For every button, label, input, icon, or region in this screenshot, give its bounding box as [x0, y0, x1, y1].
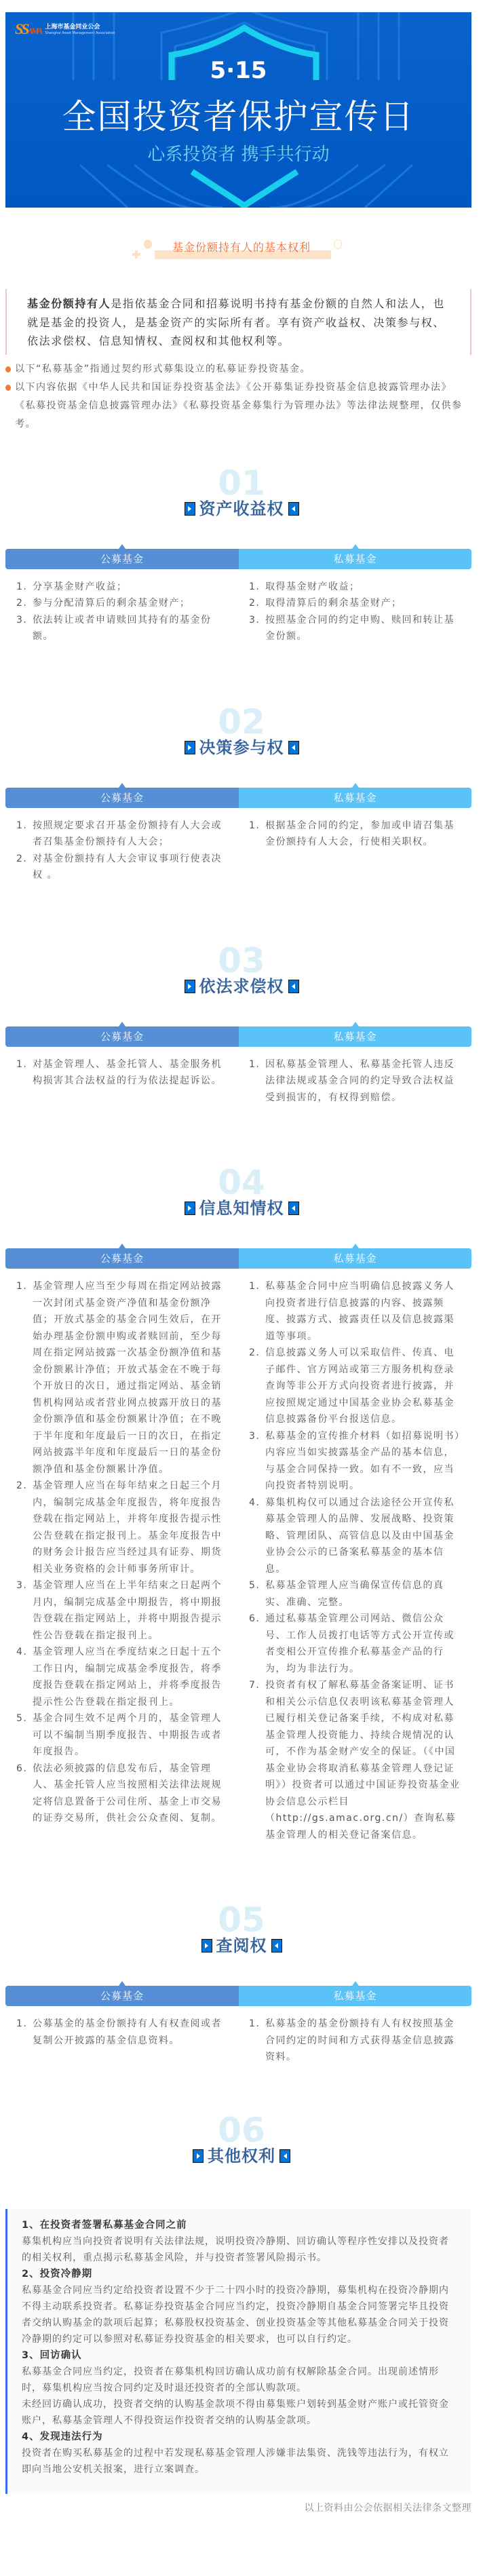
fund-columns [5, 579, 471, 645]
section-number: 03 [218, 944, 265, 976]
item-number: 1. [16, 581, 28, 592]
list-item [249, 1345, 461, 1428]
item-number: 2. [16, 853, 28, 864]
right-section-other [0, 2115, 483, 2166]
fund-type-headers [5, 1248, 471, 1269]
list-item [249, 1278, 461, 1345]
item-number: 1. [249, 581, 260, 592]
list-item [16, 1278, 228, 1478]
other-right-heading: 3、回访确认 [22, 2349, 82, 2361]
banner-subtitle: 心系投资者 携手共行动 [147, 145, 330, 165]
note-item: 以下“私募基金”指通过契约形式募集设立的私募证券投资基金。 [5, 360, 467, 379]
section-number: 01 [218, 467, 265, 499]
list-item [249, 1495, 461, 1578]
item-number: 6. [249, 1613, 260, 1624]
item-number: 4. [249, 1497, 260, 1508]
list-item [16, 1478, 228, 1577]
public-fund-header: 公募基金 [5, 1248, 239, 1269]
right-title [0, 1198, 483, 1218]
item-number: 7. [249, 1680, 260, 1691]
item-text: 基金管理人应当至少每周在指定网站披露一次封闭式基金资产净值和基金份额净值；开放式基金的基金合同生效后，在开始办理基金份额申购或者赎回前，至少每周在指定网站披露一次基金份额净值和基金份额累计净值；开放式基金在不晚于每个开放日的次日，通过指定网站、基金销售机构网站或者营业网点披露开放日的基金份额净值和基金份额累计净值；在不晚于半年度和年度最后一日的次日，在指定网站披露半年度和年度最后一日的基金份额净值和基金份额累计净值。 [33, 1281, 222, 1475]
list-item [16, 1710, 228, 1761]
list-item [16, 595, 228, 612]
item-number: 1. [16, 820, 28, 831]
private-fund-list [239, 1056, 471, 1107]
public-fund-header: 公募基金 [5, 1986, 239, 2006]
public-fund-list [5, 1278, 239, 1843]
item-text: 依法转让或者申请赎回其持有的基金份额。 [33, 614, 212, 642]
list-item [249, 595, 461, 612]
item-text: 分享基金财产收益； [33, 581, 128, 592]
item-number: 3. [16, 614, 28, 626]
item-text: 私募基金合同中应当明确信息披露义务人向投资者进行信息披露的内容、披露频度、披露方式、披露责任以及信息披露渠道等事项。 [265, 1281, 455, 1342]
intro-box [5, 289, 471, 355]
fund-type-headers [5, 1026, 471, 1047]
logo-mark: SSAMA [15, 20, 41, 37]
item-number: 4. [16, 1647, 28, 1657]
private-fund-list [239, 1278, 471, 1843]
item-text: 按照规定要求召开基金份额持有人大会或者召集基金份额持有人大会； [33, 820, 222, 847]
section-number: 02 [218, 706, 265, 737]
content [0, 231, 483, 2516]
rights-list [0, 467, 483, 2066]
fund-columns [5, 1278, 471, 1843]
other-right-heading: 2、投资冷静期 [22, 2268, 93, 2280]
item-text: 公募基金的基金份额持有人有权查阅或者复制公开披露的基金信息资料。 [33, 2018, 222, 2046]
item-text: 募集机构仅可以通过合法途径公开宣传私募基金管理人的品牌、发展战略、投资策略、管理团队、高管信息以及由中国基金业协会公示的已备案私募基金的基本信息。 [265, 1497, 455, 1575]
list-item [16, 1644, 228, 1710]
fund-type-headers [5, 788, 471, 808]
other-right-paragraph: 未经回访确认成功，投资者交纳的认购基金款项不得由募集账户划转到基金财产账户或托管资金账户，私募基金管理人不得投资运作投资者交纳的认购基金款项。 [22, 2398, 449, 2426]
fund-type-headers [5, 549, 471, 569]
item-text: 基金合同生效不足两个月的，基金管理人可以不编制当期季度报告、中期报告或者年度报告。 [33, 1713, 222, 1757]
arrow-left-icon [271, 1939, 282, 1953]
section-number: 04 [218, 1167, 265, 1198]
item-text: 依法必须披露的信息发布后，基金管理人、基金托管人应当按照相关法律法规规定将信息置备于公司住所、基金上市交易的证券交易所，供社会公众查阅、复制。 [33, 1763, 222, 1824]
item-text: 私募基金的宣传推介材料（如招募说明书）内容应当如实披露基金产品的基本信息，与基金合同保持一致。如有不一致，应当向投资者特别说明。 [265, 1430, 461, 1491]
list-item [249, 1611, 461, 1677]
item-number: 3. [249, 1430, 260, 1442]
arrow-right-icon [193, 2149, 204, 2163]
right-title [0, 499, 483, 519]
item-number: 1. [16, 2018, 28, 2029]
logo-name-en: Shanghai Asset Management Association [45, 31, 115, 35]
private-fund-list [239, 2016, 471, 2066]
other-right-paragraph: 投资者在购买私募基金的过程中若发现私募基金管理人涉嫌非法集资、洗钱等违法行为，有权立即向当地公安机关报案，进行立案调查。 [22, 2447, 449, 2475]
item-number: 3. [249, 614, 260, 626]
item-text: 取得基金财产收益； [265, 581, 360, 592]
item-number: 2. [16, 1480, 28, 1491]
arrow-left-icon [288, 980, 299, 993]
item-number: 1. [249, 820, 260, 831]
public-fund-header: 公募基金 [5, 788, 239, 808]
other-right-heading: 4、发现违法行为 [22, 2431, 103, 2442]
item-number: 5. [249, 1580, 260, 1591]
item-number: 2. [249, 598, 260, 609]
list-item [16, 2016, 228, 2049]
list-item [16, 1761, 228, 1827]
public-fund-list [5, 579, 239, 645]
item-text: 对基金管理人、基金托管人、基金服务机构损害其合法权益的行为依法提起诉讼。 [33, 1058, 222, 1086]
logo [15, 20, 115, 38]
right-section [0, 945, 483, 1107]
fund-columns [5, 818, 471, 884]
intro-text: 是指依基金合同和招募说明书持有基金份额的自然人和法人，也就是基金的投资人，是基金资产的实际所有者。享有资产收益权、决策参与权、依法求偿权、信息知情权、查阅权和其他权利等。 [27, 297, 446, 347]
list-item [249, 1677, 461, 1843]
item-text: 信息披露义务人可以采取信件、传真、电子邮件、官方网站或第三方服务机构登录查询等非公开方式向投资者进行披露，并应按照规定通过中国基金业协会私募基金信息披露备份平台报送信息。 [265, 1347, 455, 1425]
public-fund-list [5, 2016, 239, 2066]
list-item [249, 818, 461, 851]
public-fund-header: 公募基金 [5, 549, 239, 569]
public-fund-header: 公募基金 [5, 1026, 239, 1047]
logo-name-cn: 上海市基金同业公会 [45, 23, 100, 31]
item-number: 1. [249, 1281, 260, 1292]
item-number: 1. [249, 2018, 260, 2029]
private-fund-list [239, 579, 471, 645]
right-section [0, 1904, 483, 2066]
list-item [16, 818, 228, 851]
right-title-text: 其他权利 [208, 2146, 275, 2166]
right-section [0, 1167, 483, 1843]
note-item: 以下内容依据《中华人民共和国证券投资基金法》《公开募集证券投资基金信息披露管理办法》《私募投资基金信息披露管理办法》《私募投资基金募集行为管理办法》等法律法规整理，仅供参考。 [5, 379, 467, 434]
item-text: 按照基金合同的约定申购、赎回和转让基金份额。 [265, 614, 455, 642]
right-title [0, 1936, 483, 1956]
list-item [249, 1577, 461, 1611]
private-fund-list [239, 818, 471, 884]
item-text: 基金管理人应当在每年结束之日起三个月内，编制完成基金年度报告，将年度报告登载在指定网站上，并将年度报告提示性公告登载在指定报刊上。基金年度报告中的财务会计报告应当经过具有证券、期货相关业务资格的会计师事务所审计。 [33, 1480, 222, 1575]
section-number: 05 [218, 1904, 265, 1936]
item-text: 因私募基金管理人、私募基金托管人违反法律法规或基金合同的约定导致合法权益受到损害的，有权得到赔偿。 [265, 1058, 455, 1103]
right-section [0, 706, 483, 884]
intro-term: 基金份额持有人 [27, 297, 111, 310]
list-item [16, 1577, 228, 1644]
arrow-right-icon [185, 980, 195, 993]
private-fund-header: 私募基金 [239, 788, 471, 808]
right-title-text: 依法求偿权 [199, 976, 284, 996]
item-number: 2. [249, 1347, 260, 1358]
other-rights-box [5, 2209, 471, 2494]
item-text: 参与分配清算后的剩余基金财产； [33, 598, 191, 609]
notes [5, 360, 467, 434]
list-item [16, 579, 228, 596]
item-text: 根据基金合同的约定，参加或申请召集基金份额持有人大会，行使相关职权。 [265, 820, 455, 847]
right-section [0, 467, 483, 645]
public-fund-list [5, 1056, 239, 1107]
right-title [0, 2146, 483, 2166]
banner-title: 全国投资者保护宣传日 [62, 97, 415, 136]
item-number: 6. [16, 1763, 28, 1774]
fund-columns [5, 1056, 471, 1107]
private-fund-header: 私募基金 [239, 549, 471, 569]
section-title: 基金份额持有人的基本权利 [172, 241, 311, 254]
banner [5, 12, 471, 208]
banner-date: 5·15 [210, 57, 267, 84]
section-heading [0, 239, 483, 261]
fund-type-headers [5, 1986, 471, 2006]
arrow-left-icon [288, 741, 299, 754]
arrow-right-icon [185, 1202, 195, 1215]
item-number: 1. [16, 1058, 28, 1070]
private-fund-header: 私募基金 [239, 1986, 471, 2006]
arrow-right-icon [201, 1939, 212, 1953]
private-fund-header: 私募基金 [239, 1026, 471, 1047]
item-text: 通过私募基金管理公司网站、微信公众号、工作人员拨打电话等方式公开宣传或者变相公开宣传推介私募基金产品的行为，均为非法行为。 [265, 1613, 455, 1674]
item-text: 投资者有权了解私募基金备案证明、证书和相关公示信息仅表明该私募基金管理人已履行相关登记备案手续，不构成对私募基金管理人投资能力、持续合规情况的认可，不作为基金财产安全的保证。（《中国基金业协会将取消私募基金管理人登记证明》）投资者可以通过中国证券投资基金业协会信息公示栏目（http://gs.amac.org.cn/）查询私募基金管理人的相关登记备案信息。 [265, 1680, 461, 1841]
list-item [249, 579, 461, 596]
arrow-left-icon [288, 502, 299, 516]
arrow-left-icon [288, 1202, 299, 1215]
item-number: 3. [16, 1580, 28, 1591]
item-text: 基金管理人应当在季度结束之日起十五个工作日内，编制完成基金季度报告，将季度报告登载在指定网站上，并将季度报告提示性公告登载在指定报刊上。 [33, 1647, 222, 1708]
list-item [249, 1056, 461, 1107]
list-item [16, 1056, 228, 1090]
other-right-paragraph: 私募基金合同应当约定给投资者设置不少于二十四小时的投资冷静期，募集机构在投资冷静期内不得主动联系投资者。私募证券投资基金合同应当约定，投资冷静期自基金合同签署完毕且投资者交纳认购基金的款项后起算；私募股权投资基金、创业投资基金等其他私募基金合同关于投资冷静期的约定可以参照对私募证券投资基金的相关要求，也可以自行约定。 [22, 2284, 449, 2345]
list-item [16, 612, 228, 645]
list-item [249, 612, 461, 645]
right-title [0, 976, 483, 997]
item-number: 2. [16, 598, 28, 609]
footer-note: 以上资料由公会依据相关法律条文整理 [304, 2502, 471, 2514]
item-text: 取得清算后的剩余基金财产； [265, 598, 402, 609]
private-fund-header: 私募基金 [239, 1248, 471, 1269]
right-title-text: 资产收益权 [199, 499, 284, 518]
right-title-text: 查阅权 [216, 1936, 267, 1955]
section-number: 06 [218, 2114, 265, 2146]
other-right-paragraph: 募集机构应当向投资者说明有关法律法规，说明投资冷静期、回访确认等程序性安排以及投资者的相关权利，重点揭示私募基金风险，并与投资者签署风险揭示书。 [22, 2235, 449, 2263]
right-title-text: 决策参与权 [199, 737, 284, 757]
item-text: 对基金份额持有人大会审议事项行使表决权 。 [33, 853, 222, 881]
arrow-left-icon [279, 2149, 290, 2163]
public-fund-list [5, 818, 239, 884]
other-right-paragraph: 私募基金合同应当约定，投资者在募集机构回访确认成功前有权解除基金合同。出现前述情形时，募集机构应当按合同约定及时退还投资者的全部认购款项。 [22, 2366, 439, 2394]
list-item [16, 851, 228, 884]
fund-columns [5, 2016, 471, 2066]
list-item [249, 1428, 461, 1495]
item-text: 基金管理人应当在上半年结束之日起两个月内，编制完成基金中期报告，将中期报告登载在指定网站上，并将中期报告提示性公告登载在指定报刊上。 [33, 1580, 222, 1641]
item-number: 5. [16, 1713, 28, 1724]
item-text: 私募基金的基金份额持有人有权按照基金合同约定的时间和方式获得基金信息披露资料。 [265, 2018, 455, 2062]
item-number: 1. [16, 1281, 28, 1292]
right-title [0, 737, 483, 758]
item-text: 私募基金管理人应当确保宣传信息的真实、准确、完整。 [265, 1580, 444, 1608]
right-title-text: 信息知情权 [199, 1199, 284, 1218]
arrow-right-icon [185, 741, 195, 754]
arrow-right-icon [185, 502, 195, 516]
list-item [249, 2016, 461, 2066]
other-right-heading: 1、在投资者签署私募基金合同之前 [22, 2219, 187, 2231]
item-number: 1. [249, 1058, 260, 1070]
